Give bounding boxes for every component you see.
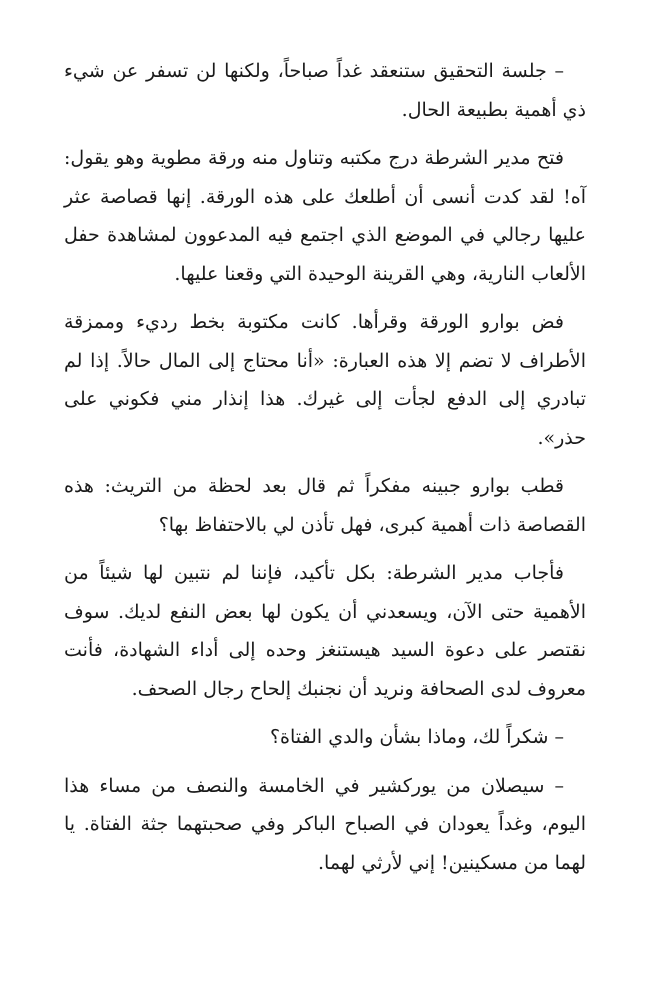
paragraph-1: – جلسة التحقيق ستنعقد غداً صباحاً، ولكنها لن تسفر عن شيء ذي أهمية بطبيعة الحال. (64, 60, 586, 121)
paragraph-6: – شكراً لك، وماذا بشأن والدي الفتاة؟ (269, 726, 564, 748)
paragraph-3: فض بوارو الورقة وقرأها. كانت مكتوبة بخط رديء وممزقة الأطراف لا تضم إلا هذه العبارة: «أنا محتاج إلى المال حالاً. إذا لم تبادري إلى الدفع لجأت إلى غيرك. هذا إنذار مني فكوني على حذر». (64, 311, 586, 449)
book-page (64, 52, 586, 892)
paragraph-4: قطب بوارو جبينه مفكراً ثم قال بعد لحظة من التريث: هذه القصاصة ذات أهمية كبرى، فهل تأذن لي بالاحتفاظ بها؟ (64, 475, 586, 536)
paragraph-2: فتح مدير الشرطة درج مكتبه وتناول منه ورقة مطوية وهو يقول: آه! لقد كدت أنسى أن أطلعك على هذه الورقة. إنها قصاصة عثر عليها رجالي في الموضع الذي اجتمع فيه المدعوون لمشاهدة حفل الألعاب النارية، وهي القرينة الوحيدة التي وقعنا عليها. (64, 147, 586, 285)
paragraph-5: فأجاب مدير الشرطة: بكل تأكيد، فإننا لم نتبين لها شيئاً من الأهمية حتى الآن، ويسعدني أن يكون لها بعض النفع لديك. سوف نقتصر على دعوة السيد هيستنغز وحده إلى أداء الشهادة، فأنت معروف لدى الصحافة ونريد أن نجنبك إلحاح رجال الصحف. (64, 562, 586, 700)
paragraph-7: – سيصلان من يوركشير في الخامسة والنصف من مساء هذا اليوم، وغداً يعودان في الصباح الباكر وفي صحبتهما جثة الفتاة. يا لهما من مسكينين! إني لأرثي لهما. (64, 774, 586, 874)
